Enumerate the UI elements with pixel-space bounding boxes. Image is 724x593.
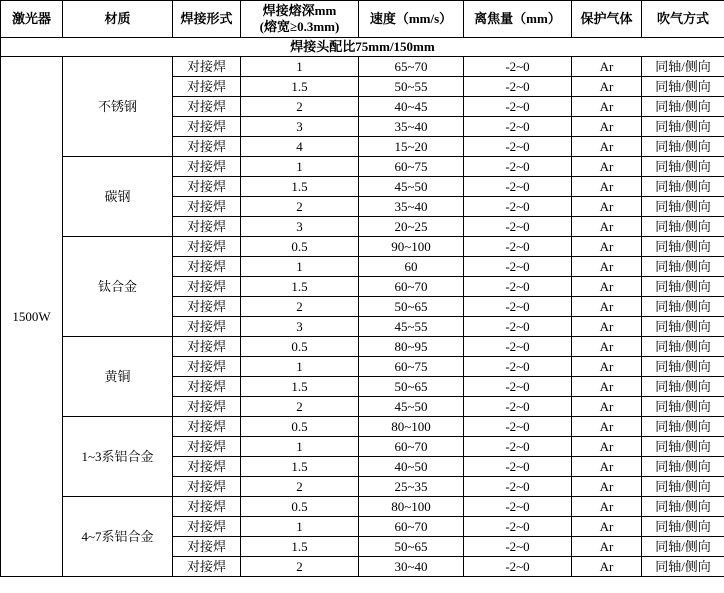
speed-cell: 45~50 [359, 177, 464, 197]
weld-form-cell: 对接焊 [173, 517, 241, 537]
table-row [1, 237, 724, 257]
speed-cell: 80~95 [359, 337, 464, 357]
blow-cell: 同轴/侧向 [642, 557, 724, 577]
speed-cell: 60~70 [359, 277, 464, 297]
table-body [1, 57, 724, 577]
depth-cell: 3 [241, 317, 359, 337]
depth-cell: 1 [241, 57, 359, 77]
weld-form-cell: 对接焊 [173, 417, 241, 437]
defocus-cell: -2~0 [464, 277, 572, 297]
header-gas: 保护气体 [572, 1, 642, 38]
gas-cell: Ar [572, 557, 642, 577]
blow-cell: 同轴/侧向 [642, 77, 724, 97]
depth-cell: 1.5 [241, 177, 359, 197]
gas-cell: Ar [572, 437, 642, 457]
defocus-cell: -2~0 [464, 157, 572, 177]
depth-cell: 0.5 [241, 337, 359, 357]
defocus-cell: -2~0 [464, 497, 572, 517]
subtitle: 焊接头配比75mm/150mm [1, 38, 724, 57]
blow-cell: 同轴/侧向 [642, 157, 724, 177]
depth-cell: 0.5 [241, 497, 359, 517]
header-depth-line1: 焊接熔深mm [262, 3, 337, 18]
speed-cell: 15~20 [359, 137, 464, 157]
header-row [1, 1, 724, 38]
defocus-cell: -2~0 [464, 57, 572, 77]
defocus-cell: -2~0 [464, 537, 572, 557]
speed-cell: 60~70 [359, 437, 464, 457]
defocus-cell: -2~0 [464, 177, 572, 197]
depth-cell: 4 [241, 137, 359, 157]
gas-cell: Ar [572, 397, 642, 417]
blow-cell: 同轴/侧向 [642, 477, 724, 497]
speed-cell: 40~50 [359, 457, 464, 477]
speed-cell: 20~25 [359, 217, 464, 237]
defocus-cell: -2~0 [464, 97, 572, 117]
speed-cell: 50~65 [359, 537, 464, 557]
table-row [1, 497, 724, 517]
material-cell: 不锈钢 [63, 57, 173, 157]
defocus-cell: -2~0 [464, 377, 572, 397]
speed-cell: 60~70 [359, 517, 464, 537]
depth-cell: 1 [241, 257, 359, 277]
blow-cell: 同轴/侧向 [642, 397, 724, 417]
weld-form-cell: 对接焊 [173, 437, 241, 457]
defocus-cell: -2~0 [464, 337, 572, 357]
speed-cell: 50~55 [359, 77, 464, 97]
weld-form-cell: 对接焊 [173, 217, 241, 237]
blow-cell: 同轴/侧向 [642, 197, 724, 217]
blow-cell: 同轴/侧向 [642, 217, 724, 237]
gas-cell: Ar [572, 497, 642, 517]
gas-cell: Ar [572, 337, 642, 357]
defocus-cell: -2~0 [464, 197, 572, 217]
weld-form-cell: 对接焊 [173, 117, 241, 137]
defocus-cell: -2~0 [464, 437, 572, 457]
header-laser: 激光器 [1, 1, 63, 38]
depth-cell: 1.5 [241, 77, 359, 97]
depth-cell: 1.5 [241, 457, 359, 477]
gas-cell: Ar [572, 517, 642, 537]
gas-cell: Ar [572, 417, 642, 437]
depth-cell: 3 [241, 117, 359, 137]
weld-form-cell: 对接焊 [173, 317, 241, 337]
defocus-cell: -2~0 [464, 217, 572, 237]
gas-cell: Ar [572, 137, 642, 157]
speed-cell: 90~100 [359, 237, 464, 257]
defocus-cell: -2~0 [464, 77, 572, 97]
gas-cell: Ar [572, 457, 642, 477]
header-blow: 吹气方式 [642, 1, 724, 38]
header-defocus: 离焦量（mm） [464, 1, 572, 38]
speed-cell: 25~35 [359, 477, 464, 497]
speed-cell: 45~55 [359, 317, 464, 337]
table-row [1, 157, 724, 177]
header-material: 材质 [63, 1, 173, 38]
blow-cell: 同轴/侧向 [642, 277, 724, 297]
blow-cell: 同轴/侧向 [642, 297, 724, 317]
blow-cell: 同轴/侧向 [642, 377, 724, 397]
speed-cell: 35~40 [359, 117, 464, 137]
material-cell: 4~7系铝合金 [63, 497, 173, 577]
weld-form-cell: 对接焊 [173, 377, 241, 397]
blow-cell: 同轴/侧向 [642, 177, 724, 197]
defocus-cell: -2~0 [464, 357, 572, 377]
blow-cell: 同轴/侧向 [642, 117, 724, 137]
gas-cell: Ar [572, 117, 642, 137]
weld-form-cell: 对接焊 [173, 337, 241, 357]
gas-cell: Ar [572, 237, 642, 257]
blow-cell: 同轴/侧向 [642, 237, 724, 257]
weld-form-cell: 对接焊 [173, 537, 241, 557]
header-depth-line2: (熔宽≥0.3mm) [259, 19, 340, 34]
speed-cell: 60~75 [359, 157, 464, 177]
gas-cell: Ar [572, 77, 642, 97]
blow-cell: 同轴/侧向 [642, 517, 724, 537]
weld-form-cell: 对接焊 [173, 497, 241, 517]
gas-cell: Ar [572, 297, 642, 317]
defocus-cell: -2~0 [464, 417, 572, 437]
subtitle-row [1, 38, 724, 57]
depth-cell: 0.5 [241, 237, 359, 257]
speed-cell: 40~45 [359, 97, 464, 117]
defocus-cell: -2~0 [464, 397, 572, 417]
gas-cell: Ar [572, 217, 642, 237]
weld-form-cell: 对接焊 [173, 357, 241, 377]
blow-cell: 同轴/侧向 [642, 337, 724, 357]
weld-form-cell: 对接焊 [173, 237, 241, 257]
defocus-cell: -2~0 [464, 477, 572, 497]
speed-cell: 45~50 [359, 397, 464, 417]
table-row [1, 57, 724, 77]
header-depth [241, 1, 359, 38]
blow-cell: 同轴/侧向 [642, 457, 724, 477]
weld-form-cell: 对接焊 [173, 297, 241, 317]
depth-cell: 1 [241, 357, 359, 377]
depth-cell: 0.5 [241, 417, 359, 437]
speed-cell: 35~40 [359, 197, 464, 217]
depth-cell: 2 [241, 477, 359, 497]
weld-form-cell: 对接焊 [173, 197, 241, 217]
material-cell: 钛合金 [63, 237, 173, 337]
blow-cell: 同轴/侧向 [642, 97, 724, 117]
gas-cell: Ar [572, 277, 642, 297]
defocus-cell: -2~0 [464, 237, 572, 257]
blow-cell: 同轴/侧向 [642, 317, 724, 337]
blow-cell: 同轴/侧向 [642, 497, 724, 517]
gas-cell: Ar [572, 97, 642, 117]
blow-cell: 同轴/侧向 [642, 537, 724, 557]
depth-cell: 3 [241, 217, 359, 237]
depth-cell: 2 [241, 397, 359, 417]
speed-cell: 60~75 [359, 357, 464, 377]
speed-cell: 50~65 [359, 297, 464, 317]
weld-form-cell: 对接焊 [173, 157, 241, 177]
depth-cell: 2 [241, 297, 359, 317]
header-weld-form: 焊接形式 [173, 1, 241, 38]
depth-cell: 1.5 [241, 377, 359, 397]
weld-form-cell: 对接焊 [173, 137, 241, 157]
laser-power-cell: 1500W [1, 57, 63, 577]
weld-form-cell: 对接焊 [173, 457, 241, 477]
gas-cell: Ar [572, 357, 642, 377]
depth-cell: 2 [241, 197, 359, 217]
blow-cell: 同轴/侧向 [642, 357, 724, 377]
weld-form-cell: 对接焊 [173, 57, 241, 77]
material-cell: 碳钢 [63, 157, 173, 237]
defocus-cell: -2~0 [464, 457, 572, 477]
gas-cell: Ar [572, 157, 642, 177]
weld-form-cell: 对接焊 [173, 177, 241, 197]
depth-cell: 1.5 [241, 277, 359, 297]
depth-cell: 1 [241, 437, 359, 457]
defocus-cell: -2~0 [464, 517, 572, 537]
gas-cell: Ar [572, 57, 642, 77]
gas-cell: Ar [572, 377, 642, 397]
speed-cell: 30~40 [359, 557, 464, 577]
defocus-cell: -2~0 [464, 297, 572, 317]
speed-cell: 65~70 [359, 57, 464, 77]
weld-form-cell: 对接焊 [173, 97, 241, 117]
material-cell: 1~3系铝合金 [63, 417, 173, 497]
gas-cell: Ar [572, 477, 642, 497]
blow-cell: 同轴/侧向 [642, 437, 724, 457]
weld-form-cell: 对接焊 [173, 257, 241, 277]
speed-cell: 50~65 [359, 377, 464, 397]
speed-cell: 80~100 [359, 497, 464, 517]
blow-cell: 同轴/侧向 [642, 137, 724, 157]
speed-cell: 60 [359, 257, 464, 277]
defocus-cell: -2~0 [464, 257, 572, 277]
defocus-cell: -2~0 [464, 137, 572, 157]
depth-cell: 1 [241, 157, 359, 177]
blow-cell: 同轴/侧向 [642, 257, 724, 277]
gas-cell: Ar [572, 197, 642, 217]
blow-cell: 同轴/侧向 [642, 57, 724, 77]
depth-cell: 2 [241, 97, 359, 117]
blow-cell: 同轴/侧向 [642, 417, 724, 437]
depth-cell: 1 [241, 517, 359, 537]
speed-cell: 80~100 [359, 417, 464, 437]
depth-cell: 1.5 [241, 537, 359, 557]
defocus-cell: -2~0 [464, 317, 572, 337]
defocus-cell: -2~0 [464, 557, 572, 577]
weld-form-cell: 对接焊 [173, 77, 241, 97]
weld-form-cell: 对接焊 [173, 277, 241, 297]
material-cell: 黄铜 [63, 337, 173, 417]
gas-cell: Ar [572, 317, 642, 337]
defocus-cell: -2~0 [464, 117, 572, 137]
table-row [1, 417, 724, 437]
weld-form-cell: 对接焊 [173, 397, 241, 417]
weld-form-cell: 对接焊 [173, 477, 241, 497]
table-row [1, 337, 724, 357]
gas-cell: Ar [572, 537, 642, 557]
weld-form-cell: 对接焊 [173, 557, 241, 577]
header-speed: 速度（mm/s） [359, 1, 464, 38]
gas-cell: Ar [572, 257, 642, 277]
depth-cell: 2 [241, 557, 359, 577]
gas-cell: Ar [572, 177, 642, 197]
